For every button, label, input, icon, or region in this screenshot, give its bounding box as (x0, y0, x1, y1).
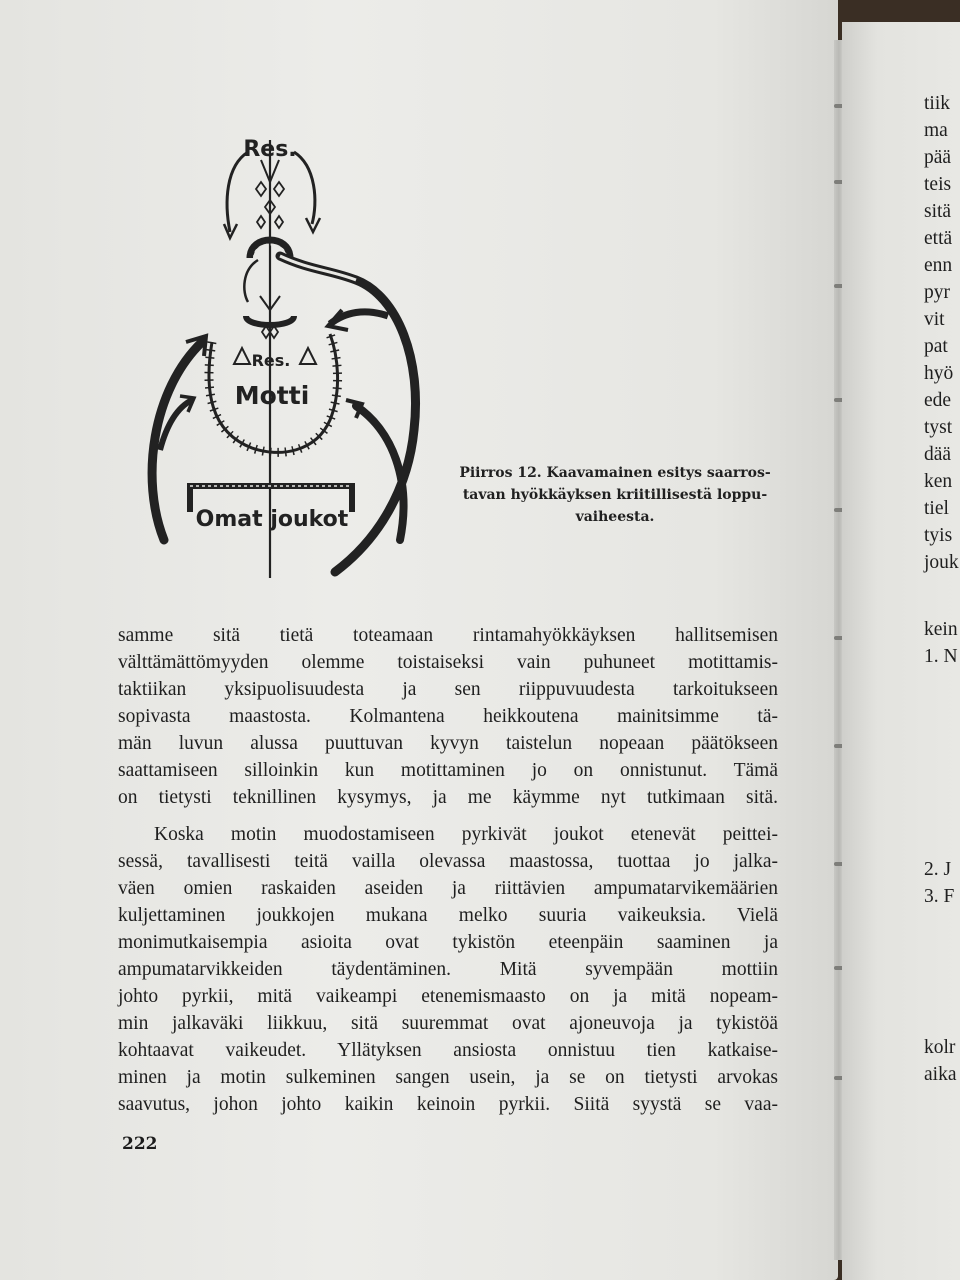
text-line: taktiikan yksipuolisuudesta ja sen riippuvuudesta tarkoitukseen (118, 679, 778, 700)
reserve-label-top: Res. (243, 137, 297, 162)
text-line: min jalkaväki liikkuu, sitä suuremmat ovat ajoneuvoja ja tykistöä (118, 1013, 778, 1034)
facing-line: vit (924, 309, 945, 330)
paragraph (118, 622, 778, 811)
caption-line: Piirros 12. Kaavamainen esitys saarros- (459, 465, 771, 481)
text-line: väen omien raskaiden aseiden ja riittävien ampumatarvikemäärien (118, 878, 778, 899)
facing-line: tiik (924, 93, 951, 114)
facing-line: kein (924, 619, 958, 640)
text-line: saattamiseen silloinkin kun motittaminen jo on onnistunut. Tämä (118, 760, 778, 781)
facing-line: kolr (924, 1037, 956, 1058)
text-line: monimutkaisempia asioita ovat tykistön eteenpäin saaminen ja (118, 932, 778, 953)
text-line: välttämättömyyden olemme toistaiseksi vain puhuneet motittamis- (118, 652, 778, 673)
facing-page (842, 22, 960, 1280)
facing-line: pyr (924, 282, 950, 303)
text-line: sessä, tavallisesti teitä vailla olevassa maastossa, tuottaa jo jalka- (118, 851, 778, 872)
text-line: johto pyrkii, mitä vaikeampi etenemismaasto on ja mitä nopeam- (118, 986, 778, 1007)
facing-line: hyö (924, 363, 954, 384)
facing-line: ma (924, 120, 948, 141)
text-line: samme sitä tietä toteamaan rintamahyökkäyksen hallitsemisen (118, 625, 778, 646)
facing-line: dää (924, 444, 952, 465)
facing-line: 1. N (924, 646, 958, 667)
facing-line: teis (924, 174, 952, 195)
facing-line: pat (924, 336, 948, 357)
text-line: on tietysti teknillinen kysymys, ja me käymme nyt tutkimaan sitä. (118, 787, 778, 808)
text-line: kuljettaminen joukkojen mukana melko suuria vaikeuksia. Vielä (118, 905, 778, 926)
motti-label: Motti (234, 381, 310, 410)
facing-line: tyst (924, 417, 953, 438)
facing-line: 2. J (924, 859, 952, 880)
facing-line: pää (924, 147, 952, 168)
paragraph (118, 821, 778, 1118)
text-line: minen ja motin sulkeminen sangen usein, ja se on tietysti arvokas (118, 1067, 778, 1088)
text-line: kohtaavat vaikeudet. Yllätyksen ansiosta onnistuu tien katkaise- (118, 1040, 778, 1061)
facing-line: sitä (924, 201, 952, 222)
left-flank-arrow-top (227, 152, 248, 232)
body-text (118, 622, 778, 1128)
text-line: saavutus, johon johto kaikin keinoin pyrkii. Siitä syystä se vaa- (118, 1094, 778, 1115)
caption-line: vaiheesta. (575, 509, 655, 525)
text-line: Koska motin muodostamiseen pyrkivät joukot etenevät peittei- (154, 824, 778, 845)
facing-line: jouk (924, 552, 959, 573)
facing-page-text (924, 90, 959, 1088)
reserve-label-inner: Res. (251, 351, 291, 370)
facing-line: tyis (924, 525, 953, 546)
facing-line: ede (924, 390, 952, 411)
right-flank-arrow-top (294, 152, 315, 224)
page-number: 222 (122, 1134, 158, 1154)
encirclement-diagram (130, 120, 430, 590)
own-troops-label: Omat joukot (195, 507, 349, 532)
facing-line: 3. F (924, 886, 955, 907)
facing-line: enn (924, 255, 953, 276)
facing-line: että (924, 228, 953, 249)
facing-line: aika (924, 1064, 957, 1085)
text-line: ampumatarvikkeiden täydentäminen. Mitä syvempään mottiin (118, 959, 778, 980)
caption-line: tavan hyökkäyksen kriitillisestä loppu- (462, 487, 768, 503)
figure-caption (445, 462, 785, 528)
facing-line: ken (924, 471, 953, 492)
text-line: män luvun alussa puuttuvan kyvyn taistelun nopeaan päätökseen (118, 733, 778, 754)
facing-line: tiel (924, 498, 949, 519)
text-line: sopivasta maastosta. Kolmantena heikkoutena mainitsimme tä- (118, 706, 778, 727)
